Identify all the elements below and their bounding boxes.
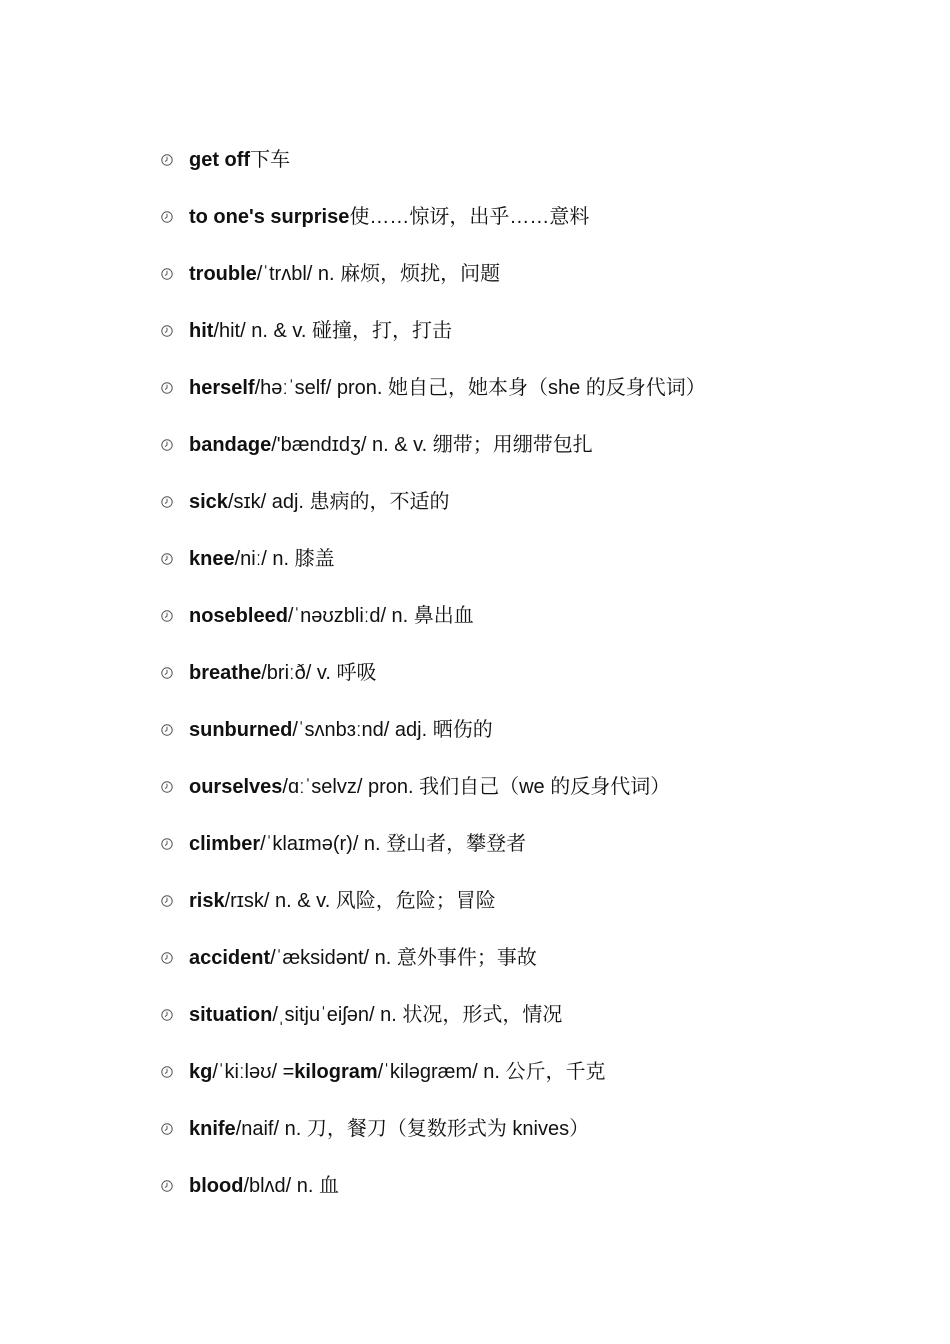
vocab-definition: /ɑːˈselvz/ pron. 我们自己（we 的反身代词） [282,775,671,798]
vocab-term: blood [189,1174,244,1197]
vocab-definition: /ˈæksidənt/ n. 意外事件；事故 [270,946,537,969]
vocab-definition: /'bændɪdʒ/ n. & v. 绷带；用绷带包扎 [271,433,593,456]
clock-bullet-icon [160,609,174,623]
vocab-term: accident [189,946,271,969]
clock-bullet-icon [160,1179,174,1193]
vocab-term: kg [189,1060,213,1083]
list-item [160,473,706,530]
vocab-term: nosebleed [189,604,288,627]
clock-bullet-icon [160,1065,174,1079]
list-item [160,359,706,416]
vocab-term: risk [189,889,225,912]
clock-bullet-icon [160,153,174,167]
list-item [160,929,706,986]
list-item [160,1043,706,1100]
vocab-definition: /həːˈself/ pron. 她自己，她本身（she 的反身代词） [254,376,706,399]
list-item [160,701,706,758]
list-item [160,644,706,701]
clock-bullet-icon [160,552,174,566]
vocab-term: ourselves [189,775,283,798]
list-item [160,131,706,188]
vocab-term: situation [189,1003,273,1026]
list-item [160,1157,706,1214]
vocab-definition: /ˈklaɪmə(r)/ n. 登山者，攀登者 [260,832,527,855]
vocab-definition: /naif/ n. 刀，餐刀（复数形式为 knives） [235,1117,590,1140]
vocab-definition: 下车 [250,148,291,171]
vocab-definition: /briːð/ v. 呼吸 [261,661,377,684]
list-item [160,302,706,359]
vocab-term: to one's surprise [189,205,350,228]
vocab-definition: /niː/ n. 膝盖 [234,547,335,570]
clock-bullet-icon [160,324,174,338]
vocab-definition: /blʌd/ n. 血 [243,1174,340,1197]
vocab-definition: /rɪsk/ n. & v. 风险，危险；冒险 [224,889,496,912]
vocab-definition-alt: /ˈkiləgræm/ n. 公斤，千克 [377,1060,606,1083]
vocab-definition: /hit/ n. & v. 碰撞，打，打击 [213,319,452,342]
vocab-term: bandage [189,433,272,456]
list-item [160,416,706,473]
vocab-definition: /ˈkiːləʊ/ = [212,1060,295,1083]
list-item [160,758,706,815]
clock-bullet-icon [160,210,174,224]
list-item [160,530,706,587]
vocab-definition: /ˈsʌnbɜːnd/ adj. 晒伤的 [292,718,493,741]
vocab-definition: /ˌsitjuˈeiʃən/ n. 状况，形式，情况 [272,1003,563,1026]
vocab-definition: /sɪk/ adj. 患病的，不适的 [227,490,450,513]
vocab-term: knee [189,547,235,570]
vocab-term: trouble [189,262,257,285]
vocab-definition: /ˈtrʌbl/ n. 麻烦，烦扰，问题 [256,262,501,285]
list-item [160,1100,706,1157]
vocab-term: sick [189,490,228,513]
vocab-term-alt: kilogram [294,1060,378,1083]
clock-bullet-icon [160,1008,174,1022]
vocab-term: hit [189,319,214,342]
vocab-term: herself [189,376,255,399]
clock-bullet-icon [160,381,174,395]
list-item [160,587,706,644]
clock-bullet-icon [160,666,174,680]
clock-bullet-icon [160,837,174,851]
vocab-term: climber [189,832,261,855]
vocab-definition: 使……惊讶，出乎……意料 [349,205,590,228]
vocab-definition: /ˈnəʊzbliːd/ n. 鼻出血 [287,604,474,627]
list-item [160,986,706,1043]
vocab-term: knife [189,1117,236,1140]
clock-bullet-icon [160,495,174,509]
vocab-term: get off [189,148,251,171]
clock-bullet-icon [160,267,174,281]
clock-bullet-icon [160,951,174,965]
clock-bullet-icon [160,1122,174,1136]
vocab-term: breathe [189,661,262,684]
list-item [160,188,706,245]
clock-bullet-icon [160,438,174,452]
clock-bullet-icon [160,780,174,794]
vocab-term: sunburned [189,718,293,741]
clock-bullet-icon [160,894,174,908]
list-item [160,815,706,872]
list-item [160,872,706,929]
list-item [160,245,706,302]
clock-bullet-icon [160,723,174,737]
vocabulary-list [160,131,706,1214]
